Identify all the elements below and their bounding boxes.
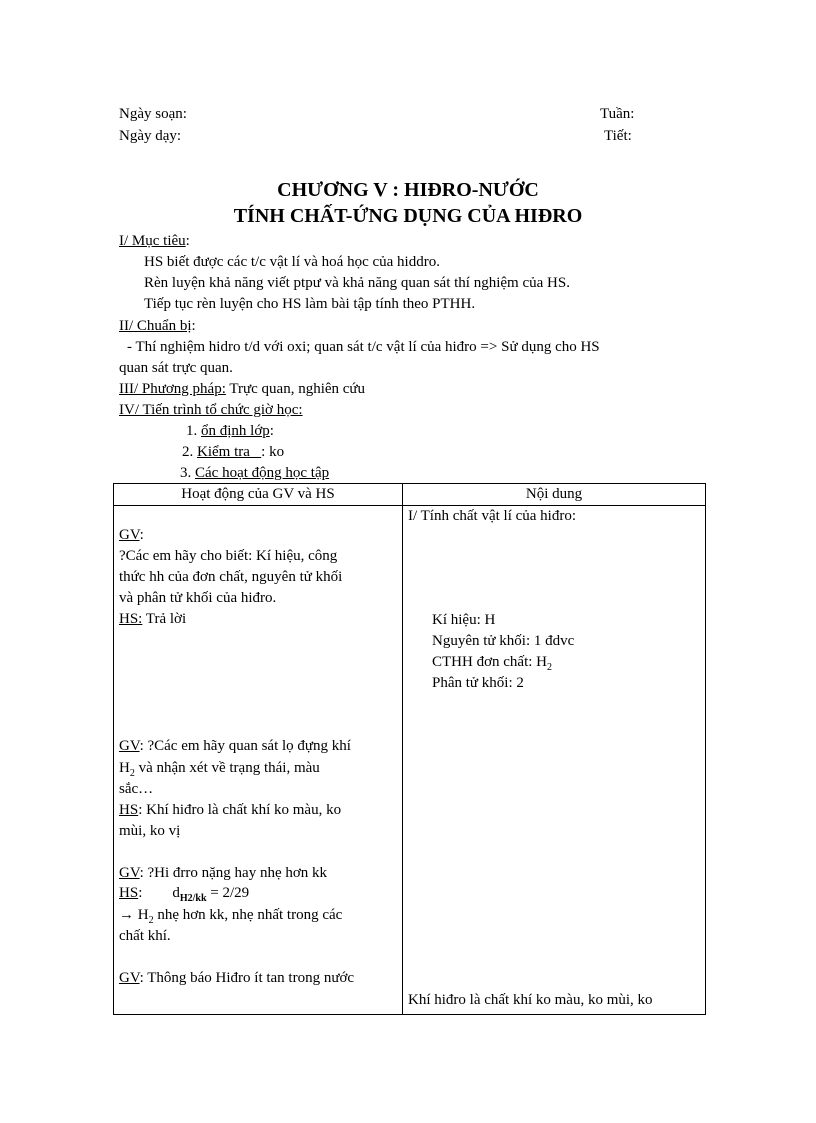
muc-tieu-heading: I/ Mục tiêu: [119,233,190,249]
gv-2-line-3: sắc… [119,781,154,797]
tiet-label: Tiết: [604,128,632,144]
step-3: 3. Các hoạt động học tập [180,465,330,481]
phuong-phap-line: III/ Phương pháp: Trực quan, nghiên cứu [119,381,366,397]
tien-trinh-heading: IV/ Tiến trình tổ chức giờ học: [119,402,303,418]
arrow-right-icon: → [119,907,134,923]
column-header-activities: Hoạt động của GV và HS [114,484,403,506]
gv-2-line-2: $H_2$ và nhận xét về trạng thái, màu [119,760,320,779]
content-bottom-line: Khí hiđro là chất khí ko màu, ko mùi, ko [408,992,653,1008]
activities-cell [114,506,403,1015]
muc-tieu-item-3: Tiếp tục rèn luyện cho HS làm bài tập tính theo PTHH. [144,296,476,312]
tuan-label: Tuần: [600,106,635,122]
lesson-title: TÍNH CHẤT-ỨNG DỤNG CỦA HIĐRO [233,205,583,227]
hs-1-line: HS: Trả lời [119,611,187,627]
gv-1-line-1: ?Các em hãy cho biết: Kí hiệu, công [119,548,338,564]
hs-2-line-1: HS: Khí hiđro là chất khí ko màu, ko [119,802,342,818]
content-ntk: Nguyên tử khối: 1 đdvc [432,633,575,649]
chuan-bi-line-2: quan sát trực quan. [119,360,233,376]
chapter-title: CHƯƠNG V : HIĐRO-NƯỚC [277,179,539,201]
ngay-day-label: Ngày dạy: [119,128,182,144]
content-cthh: CTHH đơn chất: $H_2$ [432,654,552,673]
gv-1-label: GV: [119,527,144,543]
arrow-line-1: → $H_2$ nhẹ hơn kk, nhẹ nhất trong các [119,907,343,926]
chuan-bi-line-1: - Thí nghiệm hidro t/d với oxi; quan sát t/c vật lí của hiđro => Sử dụng cho HS [127,339,600,355]
gv-4-line: GV: Thông báo Hiđro ít tan trong nước [119,970,355,986]
gv-2-line-1: GV: ?Các em hãy quan sát lọ đựng khí [119,738,351,754]
activity-table [113,483,706,1015]
ngay-soan-label: Ngày soạn: [119,106,187,122]
hs-2-line-2: mùi, ko vị [119,823,181,839]
content-cell [403,506,706,1015]
gv-1-line-3: và phân tử khối của hiđro. [119,590,277,606]
chuan-bi-heading: II/ Chuẩn bị: [119,318,196,334]
arrow-line-2: chất khí. [119,928,171,944]
step-1: 1. ổn định lớp: [186,423,274,439]
column-header-content: Nội dung [403,484,706,506]
content-ki-hieu: Kí hiệu: H [432,612,496,628]
muc-tieu-item-2: Rèn luyện khả năng viết ptpư và khả năng quan sát thí nghiệm của HS. [144,275,570,291]
content-heading: I/ Tính chất vật lí của hiđro: [408,508,577,524]
content-ptk: Phân tử khối: 2 [432,675,524,691]
hs-3-line: HS: $d_{H2/kk} = 2/29$ [119,885,250,904]
muc-tieu-item-1: HS biết được các t/c vật lí và hoá học của hiddro. [144,254,440,270]
gv-3-line: GV: ?Hi đrro nặng hay nhẹ hơn kk [119,865,328,881]
gv-1-line-2: thức hh của đơn chất, nguyên tử khối [119,569,343,585]
step-2: 2. Kiểm tra : ko [182,444,285,460]
